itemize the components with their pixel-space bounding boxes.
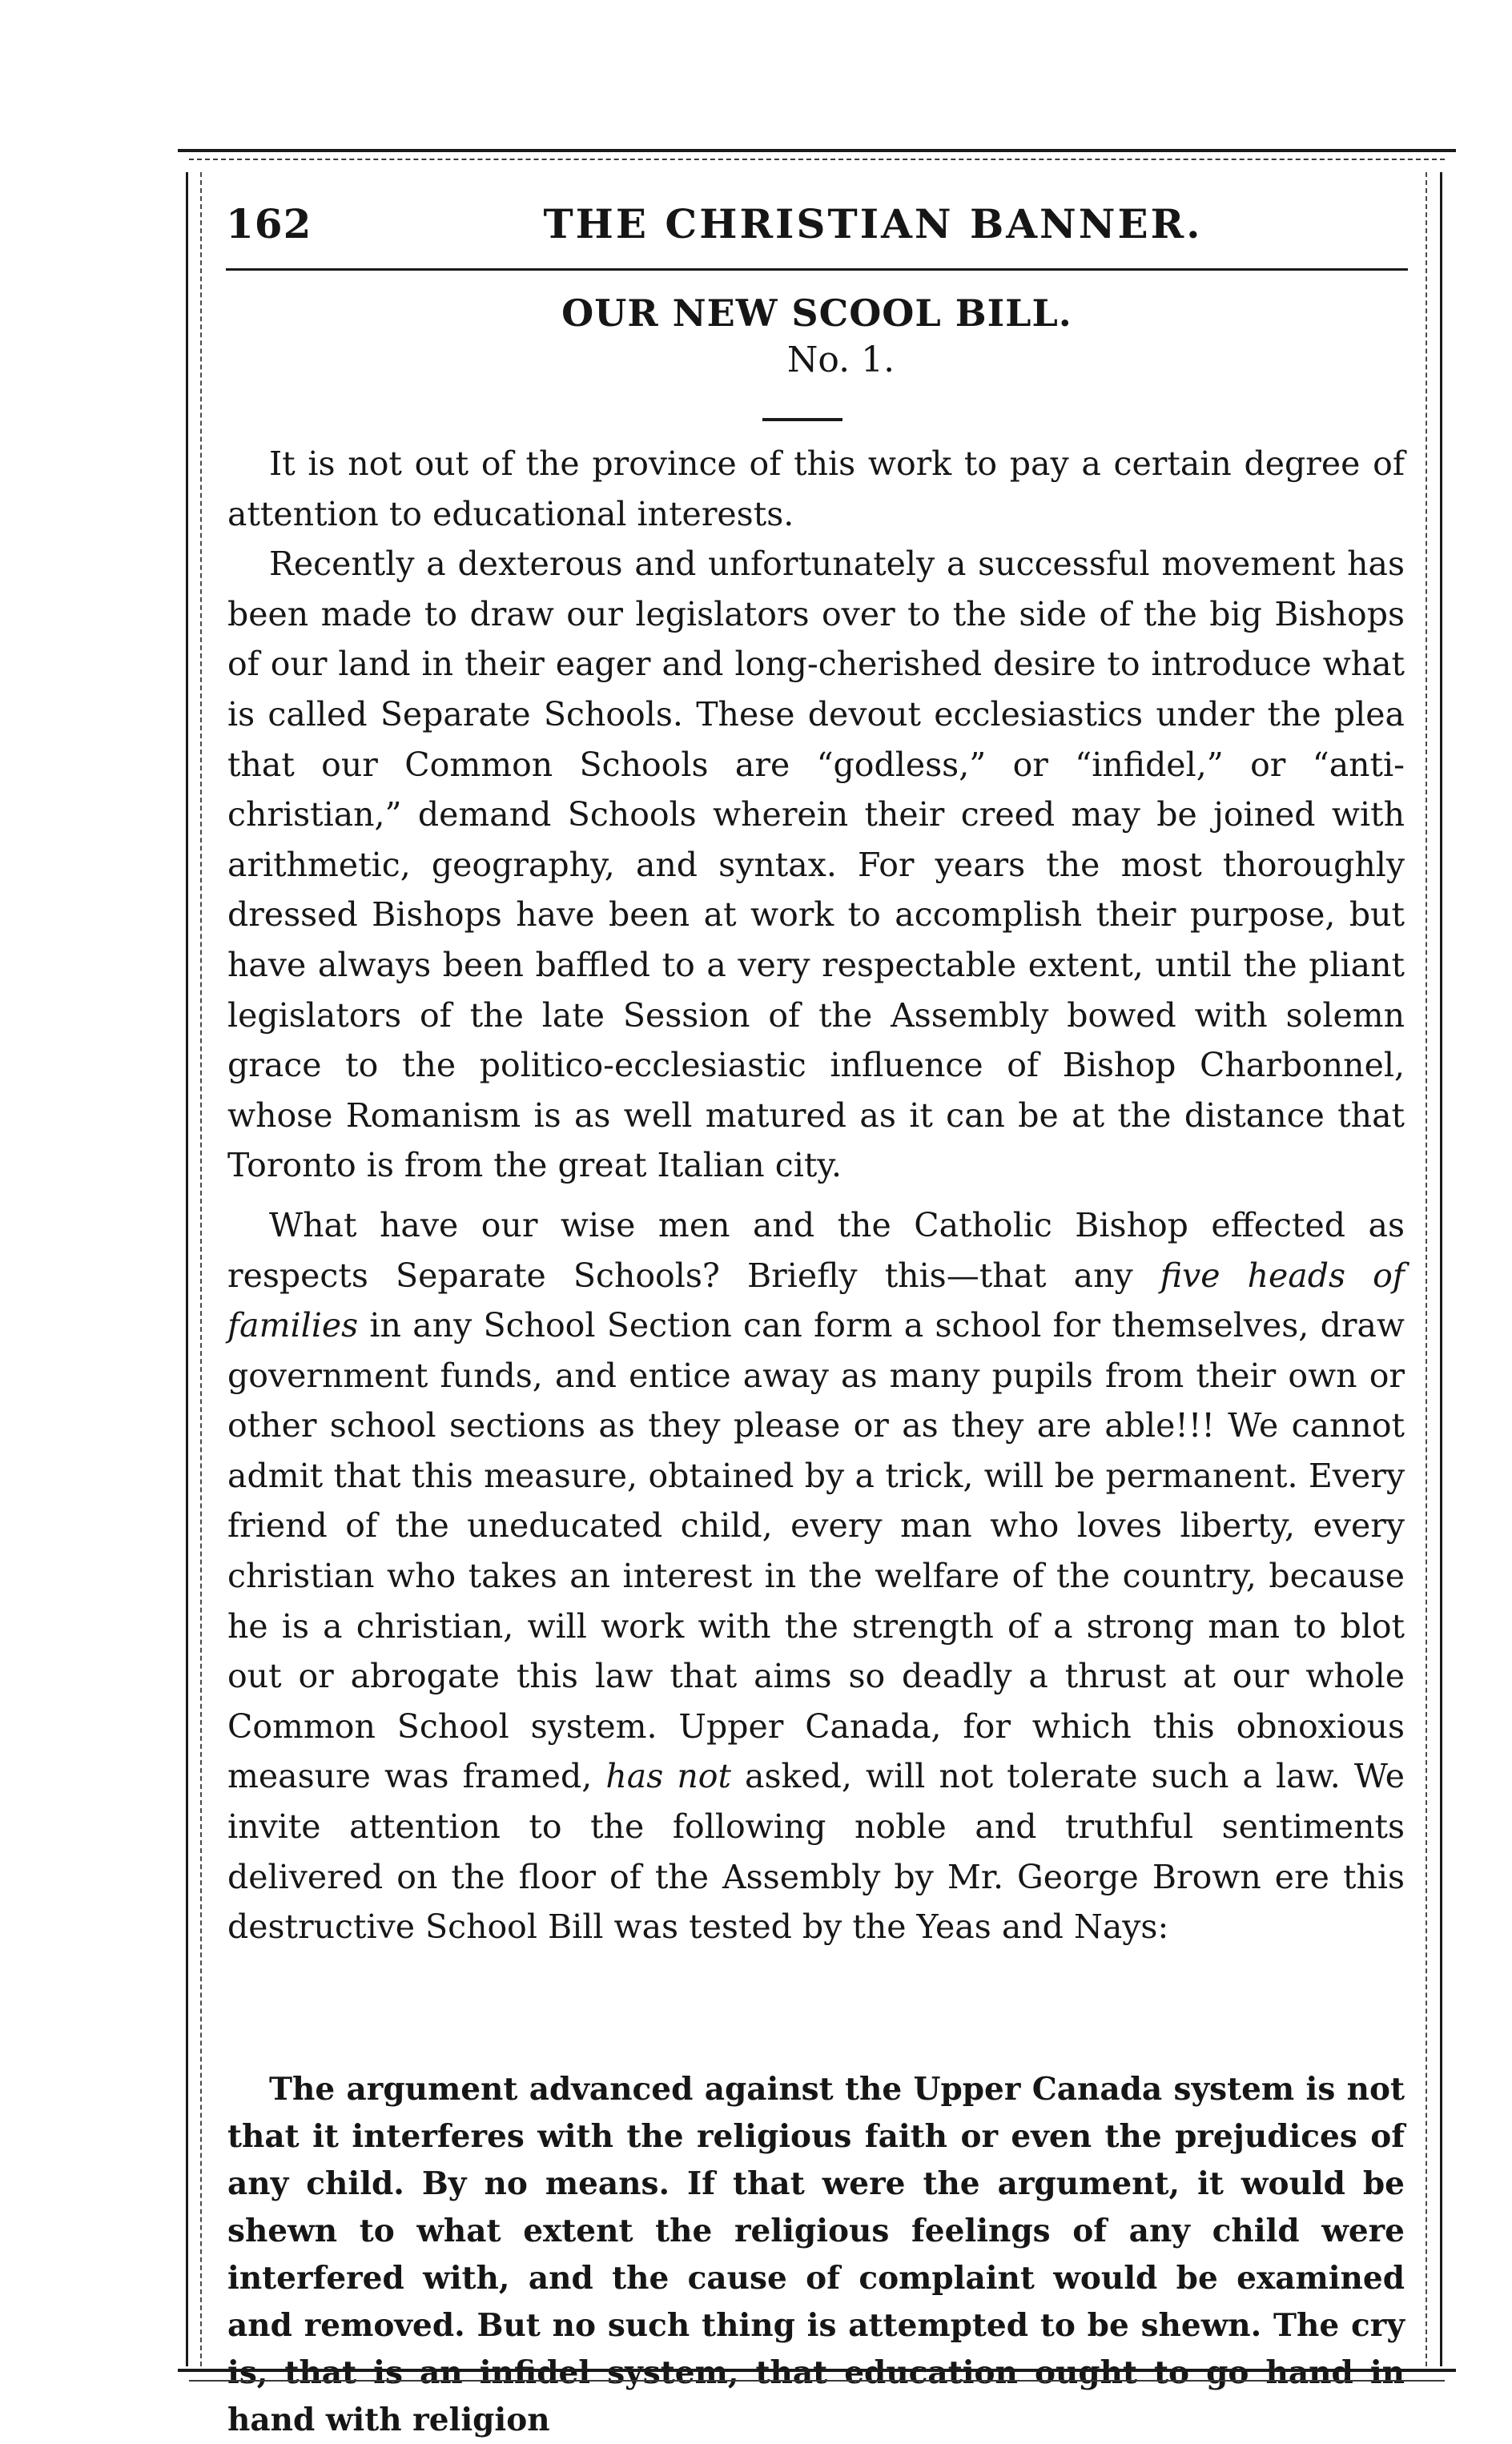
right-border-rule [1440,172,1442,2366]
article-body [227,439,1405,1952]
paragraph-3-italic-phrase: has not [605,1757,731,1796]
right-border-inner-rule [1426,172,1427,2366]
paragraph-2: Recently a dexterous and unfortunately a successful movement has been made to draw our legislators over to the side of the big Bishops of our land in their eager and long-cherished desire to introduce what is called Separate Schools. These devout ecclesiastics under the plea that our Common Schools are “godless,” or “infidel,” or “anti-christian,” demand Schools wherein their creed may be joined with arithmetic, geography, and syntax. For years the most thoroughly dressed Bishops have been at work to accomplish their purpose, but have always been baffled to a very respectable extent, until the pliant legislators of the late Session of the Assembly bowed with solemn grace to the politico-ecclesiastic influence of Bishop Charbonnel, whose Romanism is as well matured as it can be at the distance that Toronto is from the great Italian city. [227,545,1405,1185]
bottom-border-inner-rule [189,2380,1445,2382]
left-border-rule [186,172,188,2366]
journal-title: THE CHRISTIAN BANNER. [543,200,1203,247]
article-number: No. 1. [786,340,895,380]
article-title: OUR NEW SCOOL BILL. [561,291,1072,335]
quotation-paragraph: The argument advanced against the Upper Canada system is not that it interferes with the religious faith or even the prejudices of any child. By no means. If that were the argument, it would be shewn to what extent the religious feelings of any child were interfered with, and the cause of complaint would be examined and removed. But no such thing is attempted to be shewn. The cry is, that is an infidel system, that education ought to go hand in hand with religion [227,2071,1405,2438]
header-rule [226,268,1408,271]
quoted-speech [227,2066,1405,2444]
left-border-inner-rule [200,172,202,2366]
paragraph-1: It is not out of the province of this work to pay a certain degree of attention to educational interests. [227,444,1405,533]
paragraph-3-italic-phrase: five heads of families [227,1256,1405,1345]
top-border-inner-rule [189,159,1445,160]
paragraph-3-text: asked, will not tolerate such a law. We invite attention to the following noble and truthful sentiments delivered on the floor of the Assembly by Mr. George Brown ere this destructive School Bill was tested by the Yeas and Nays: [227,1757,1405,1947]
top-border-rule [178,149,1456,152]
running-head [226,192,1408,264]
page-number: 162 [226,200,312,247]
bottom-border-rule [178,2369,1456,2372]
paragraph-3-text: in any School Section can form a school for themselves, draw government funds, and entice away as many pupils from their own or other school sections as they please or as they are able!!! We cannot admit that this measure, obtained by a trick, will be permanent. Every friend of the uneducated child, every man who loves liberty, every christian who takes an interest in the welfare of the country, because he is a christian, will work with the strength of a strong man to blot out or abrogate this law that aims so deadly a thrust at our whole Common School system. Upper Canada, for which this obnoxious measure was framed, [227,1306,1405,1796]
title-separator-rule [762,418,842,421]
paragraph-3-text: What have our wise men and the Catholic Bishop effected as respects Separate Schools? Briefly this—that any [227,1205,1405,1295]
paragraph-3 [227,1200,1405,1952]
